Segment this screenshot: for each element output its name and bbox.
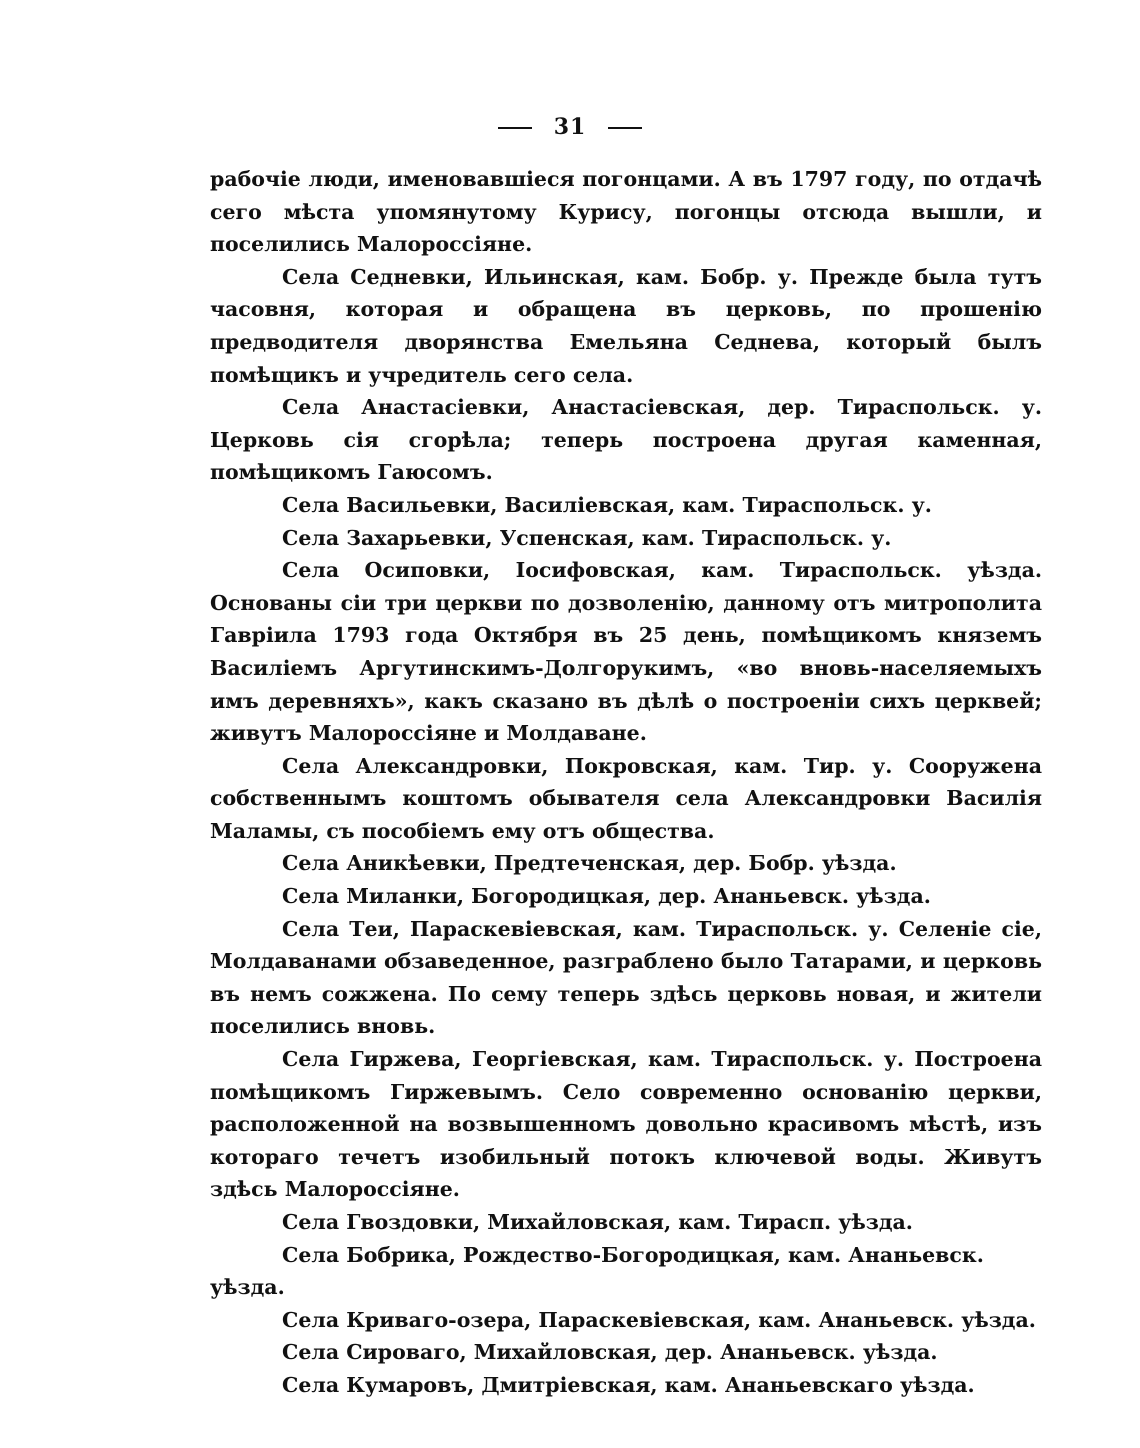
paragraph-milanka: Села Миланки, Богородицкая, дер. Ананьевск. уѣзда. [282, 884, 931, 909]
page-header [0, 114, 1140, 140]
paragraph-girzhev: Села Гиржева, Георгіевская, кам. Тираспольск. у. Построена помѣщикомъ Гиржевымъ. Село современно основанію церкви, расположенной на возвышенномъ довольно красивомъ мѣстѣ, изъ котораго течетъ изобильный потокъ ключевой воды. Живутъ здѣсь Малороссіяне. [210, 1047, 1042, 1202]
paragraph-kumarovo: Села Кумаровъ, Дмитріевская, кам. Ананьевскаго уѣзда. [282, 1372, 975, 1397]
paragraph-krivoe-ozero: Села Криваго-озера, Параскевіевская, кам. Ананьевск. уѣзда. [282, 1307, 1036, 1332]
paragraph-sirovoe: Села Сироваго, Михайловская, дер. Ананьевск. уѣзда. [282, 1340, 938, 1365]
paragraph-anikeevka: Села Аникѣевки, Предтеченская, дер. Бобр. уѣзда. [282, 851, 897, 876]
paragraph-aleksandrovka: Села Александровки, Покровская, кам. Тир. у. Сооружена собственнымъ коштомъ обывателя села Александровки Василія Маламы, съ пособіемъ ему отъ общества. [210, 753, 1042, 843]
page-number: 31 [553, 114, 587, 140]
header-right-dash [608, 127, 642, 129]
paragraph-anastasievka: Села Анастасіевки, Анастасіевская, дер. Тираспольск. у. Церковь сія сгорѣла; теперь построена другая каменная, помѣщикомъ Гаюсомъ. [210, 395, 1042, 485]
paragraph-bobrik: Села Бобрика, Рождество-Богородицкая, кам. Ананьевск. уѣзда. [210, 1242, 984, 1300]
body-text [210, 163, 1042, 1402]
paragraph-sednevka: Села Седневки, Ильинская, кам. Бобр. у. Прежде была тутъ часовня, которая и обращена въ церковь, по прошенію предводителя дворянства Емельяна Седнева, который былъ помѣщикъ и учредитель сего села. [210, 264, 1042, 387]
paragraph-gvozdovka: Села Гвоздовки, Михайловская, кам. Тирасп. уѣзда. [282, 1210, 913, 1234]
paragraph-osipovka: Села Осиповки, Іосифовская, кам. Тираспольск. уѣзда. Основаны сіи три церкви по дозволенію, данному отъ митрополита Гавріила 1793 года Октября въ 25 день, помѣщикомъ княземъ Василіемъ Аргутинскимъ-Долгорукимъ, «во вновь-населяемыхъ имъ деревняхъ», какъ сказано въ дѣлѣ о построеніи сихъ церквей; живутъ Малороссіяне и Молдаване. [210, 558, 1042, 746]
header-left-dash [498, 127, 532, 129]
paragraph-vasilevka: Села Васильевки, Василіевская, кам. Тираспольск. у. [282, 492, 932, 517]
paragraph-zakharevka: Села Захарьевки, Успенская, кам. Тираспольск. у. [282, 525, 892, 550]
paragraph-continuation: рабочіе люди, именовавшіеся погонцами. А въ 1797 году, по отдачѣ сего мѣста упомянутому Курису, погонцы отсюда вышли, и поселились Малороссіяне. [210, 167, 1042, 257]
paragraph-tei: Села Теи, Параскевіевская, кам. Тираспольск. у. Селеніе сіе, Молдаванами обзаведенное, разграблено было Татарами, и церковь въ немъ сожжена. По сему теперь здѣсь церковь новая, и жители поселились вновь. [210, 916, 1042, 1039]
